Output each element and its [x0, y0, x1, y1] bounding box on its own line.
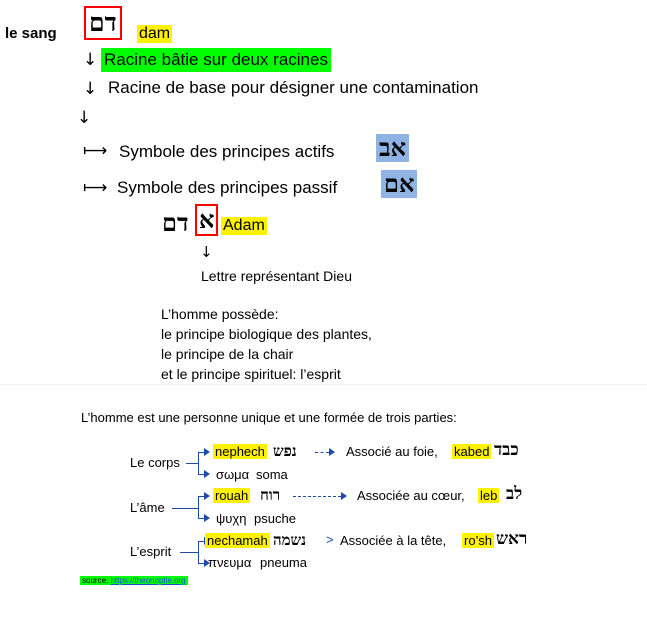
- adam-hebrew-rest: דם: [162, 208, 189, 237]
- ame-assoc-translit: leb: [480, 488, 498, 503]
- title-le-sang: le sang: [5, 25, 57, 42]
- ame-arrowhead-bottom: [204, 514, 210, 522]
- corps-arrowhead-bottom: [204, 470, 210, 478]
- esprit-greek: πνευμα: [208, 555, 252, 570]
- esprit-bracket: [198, 541, 199, 563]
- man-line-2: le principe biologique des plantes,: [161, 326, 372, 342]
- corps-heb-translit: nephech: [215, 444, 265, 459]
- source-line: [80, 576, 188, 585]
- part-esprit-label: L’esprit: [130, 544, 172, 559]
- esprit-heb: נשמה: [273, 531, 307, 549]
- corps-connector-stem: [186, 463, 198, 464]
- dam-hebrew: דם: [84, 6, 122, 40]
- adam-hebrew-aleph: א: [195, 204, 218, 236]
- ame-connector-stem: [172, 508, 198, 509]
- active-label: Symbole des principes actifs: [119, 142, 335, 161]
- long-arrow-passive: ⟼: [83, 178, 108, 198]
- root-line-1: Racine bâtie sur deux racines: [101, 48, 331, 72]
- corps-assoc-translit: kabed: [454, 444, 490, 459]
- man-line-4: et le principe spirituel: l’esprit: [161, 366, 341, 382]
- corps-assoc-heb: כבד: [494, 440, 519, 460]
- down-arrow-3: ↓: [77, 108, 92, 128]
- ame-dashed-arrow: [293, 496, 341, 497]
- esprit-greek-translit: pneuma: [260, 555, 307, 570]
- intro-text: L’homme est une personne unique et une formée de trois parties:: [81, 410, 457, 425]
- corps-bracket: [198, 452, 199, 474]
- esprit-connector-stem: [180, 552, 198, 553]
- esprit-heb-translit: nechamah: [207, 533, 268, 548]
- corps-arrowhead-top: [204, 448, 210, 456]
- passive-label: Symbole des principes passif: [117, 178, 338, 197]
- esprit-arrow-small: >: [326, 532, 334, 547]
- man-line-3: le principe de la chair: [161, 346, 294, 362]
- corps-greek: σωμα: [216, 467, 250, 482]
- root-line-2: Racine de base pour désigner une contamination: [108, 78, 479, 97]
- source-link[interactable]: https://theonoptie.org: [110, 576, 186, 585]
- corps-assoc-text: Associé au foie,: [346, 444, 438, 459]
- dam-translit: dam: [139, 25, 171, 42]
- part-corps-label: Le corps: [130, 455, 180, 470]
- passive-hebrew: אם: [381, 170, 417, 198]
- source-label: source:: [82, 576, 109, 585]
- ame-heb-translit: rouah: [215, 488, 249, 503]
- man-line-1: L’homme possède:: [161, 306, 279, 322]
- long-arrow-active: ⟼: [83, 141, 108, 161]
- aleph-meaning: Lettre représentant Dieu: [201, 268, 352, 284]
- ame-bracket: [198, 496, 199, 518]
- corps-greek-translit: soma: [256, 467, 288, 482]
- ame-greek: ψυχη: [216, 511, 247, 526]
- esprit-assoc-translit: ro’sh: [464, 533, 492, 548]
- ame-heb: רוח: [260, 486, 281, 504]
- adam-translit: Adam: [223, 217, 265, 234]
- down-arrow-4: ↓: [200, 243, 213, 261]
- ame-assoc-heb: לב: [506, 484, 523, 504]
- corps-dashed-arrow: [315, 452, 329, 453]
- part-ame-label: L’âme: [130, 500, 165, 515]
- active-hebrew: אב: [376, 134, 409, 162]
- corps-heb: נפש: [273, 442, 297, 460]
- esprit-assoc-heb: ראש: [496, 529, 528, 549]
- ame-assoc-text: Associée au cœur,: [357, 488, 465, 503]
- ame-arrowhead-top: [204, 492, 210, 500]
- ame-dashed-arrowhead: [341, 492, 347, 500]
- ame-greek-translit: psuche: [254, 511, 296, 526]
- esprit-assoc-text: Associée à la tête,: [340, 533, 447, 548]
- section-divider: [0, 384, 647, 385]
- down-arrow-1: ↓: [83, 50, 98, 70]
- down-arrow-2: ↓: [83, 79, 98, 99]
- corps-dashed-arrowhead: [329, 448, 335, 456]
